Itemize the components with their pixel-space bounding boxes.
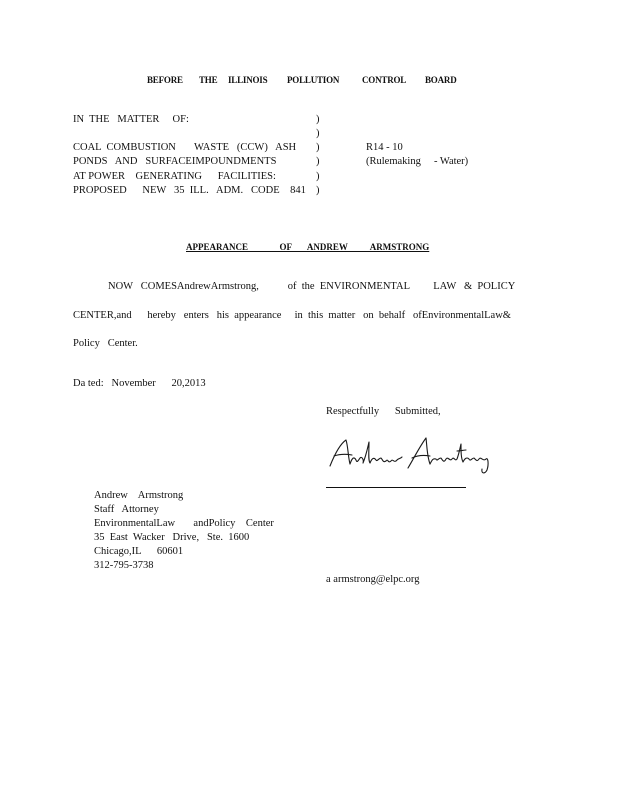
- body-line-1: NOW COMESAndrewArmstrong, of the ENVIRONMENTAL LAW & POLICY: [108, 281, 516, 292]
- docket-type: (Rulemaking - Water): [366, 156, 469, 167]
- signature-line: [326, 487, 466, 488]
- signer-title: Staff Attorney: [94, 504, 159, 515]
- signer-organization: EnvironmentalLaw andPolicy Center: [94, 518, 274, 529]
- header-word-pollution: POLLUTION: [287, 75, 340, 85]
- header-word-control: CONTROL: [362, 75, 407, 85]
- docket-number: R14 - 10: [366, 142, 403, 153]
- caption-matter-label: IN THE MATTER OF:: [73, 114, 189, 125]
- caption-line-3: AT POWER GENERATING FACILITIES:: [73, 171, 276, 182]
- header-word-the: THE: [199, 75, 218, 85]
- header-word-illinois: ILLINOIS: [228, 75, 268, 85]
- signer-street: 35 East Wacker Drive, Ste. 1600: [94, 532, 250, 543]
- signer-phone: 312-795-3738: [94, 560, 154, 571]
- caption-line-4: PROPOSED NEW 35 ILL. ADM. CODE 841: [73, 185, 306, 196]
- caption-line-1: COAL COMBUSTION WASTE (CCW) ASH: [73, 142, 297, 153]
- signer-city: Chicago,IL 60601: [94, 546, 184, 557]
- handwritten-signature: [326, 434, 496, 478]
- header-word-before: BEFORE: [147, 75, 183, 85]
- appearance-title: APPEARANCE OF ANDREW ARMSTRONG: [186, 242, 430, 252]
- dated-line: Da ted: November 20,2013: [73, 378, 206, 389]
- body-line-2: CENTER,and hereby enters his appearance in this matter on behalf ofEnvironmentalLaw&: [73, 310, 511, 321]
- header-word-board: BOARD: [425, 75, 457, 85]
- body-line-3: Policy Center.: [73, 338, 138, 349]
- closing-text: Respectfully Submitted,: [326, 406, 441, 417]
- signer-email[interactable]: a armstrong@elpc.org: [326, 574, 420, 585]
- caption-line-2: PONDS AND SURFACEIMPOUNDMENTS: [73, 156, 277, 167]
- signer-name: Andrew Armstrong: [94, 490, 184, 501]
